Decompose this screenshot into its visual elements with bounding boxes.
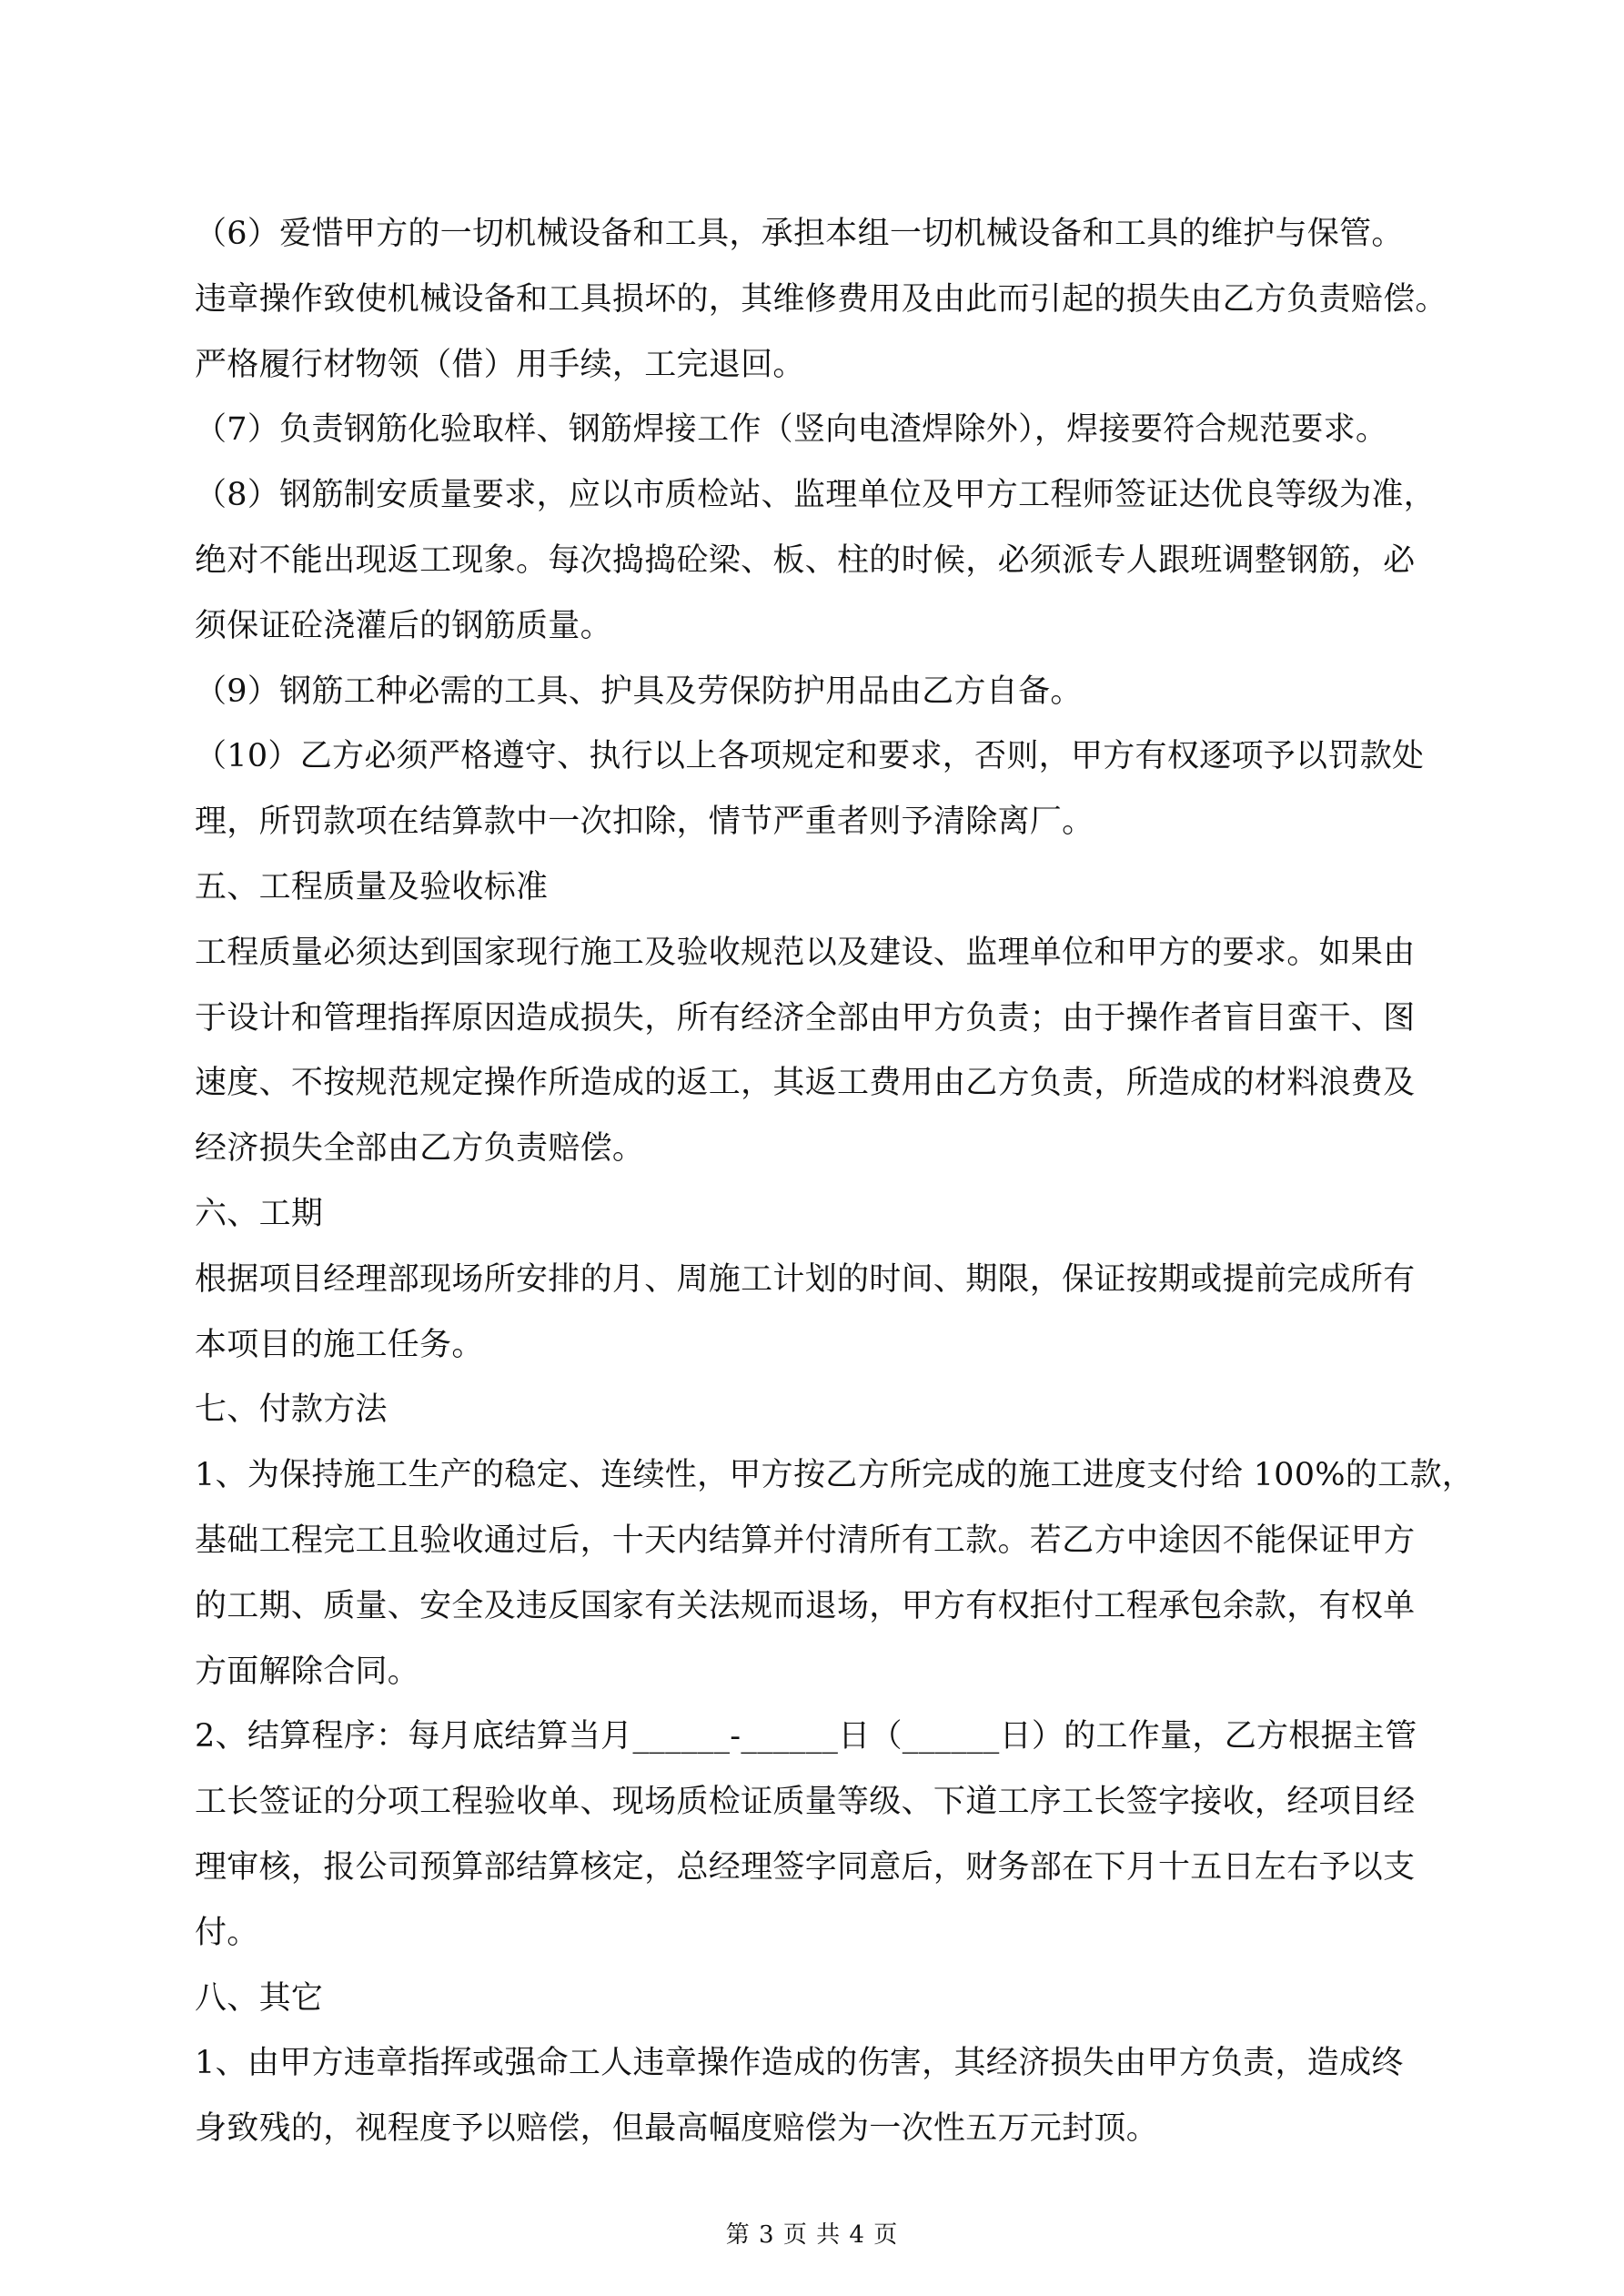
text-line: 理审核，报公司预算部结算核定，总经理签字同意后，财务部在下月十五日左右予以支: [195, 1848, 1416, 1886]
text-line: 付。: [195, 1914, 259, 1951]
section-heading: 八、其它: [195, 1979, 324, 2017]
text-line: 工程质量必须达到国家现行施工及验收规范以及建设、监理单位和甲方的要求。如果由: [195, 934, 1416, 971]
text-line: 严格履行材物领（借）用手续，工完退回。: [195, 346, 805, 383]
page-number-footer: 第 3 页 共 4 页: [725, 2221, 899, 2249]
section-heading: 五、工程质量及验收标准: [195, 868, 549, 905]
text-line: （10）乙方必须严格遵守、执行以上各项规定和要求，否则，甲方有权逐项予以罚款处: [195, 738, 1425, 775]
text-line: 绝对不能出现返工现象。每次捣捣砼梁、板、柱的时候，必须派专人跟班调整钢筋，必: [195, 541, 1416, 579]
text-line: 速度、不按规范规定操作所造成的返工，其返工费用由乙方负责，所造成的材料浪费及: [195, 1065, 1416, 1102]
text-line: 本项目的施工任务。: [195, 1326, 484, 1363]
text-line: 违章操作致使机械设备和工具损坏的，其维修费用及由此而引起的损失由乙方负责赔偿。: [195, 280, 1447, 318]
text-line: 于设计和管理指挥原因造成损失，所有经济全部由甲方负责；由于操作者盲目蛮干、图: [195, 999, 1416, 1037]
text-line: （8）钢筋制安质量要求，应以市质检站、监理单位及甲方工程师签证达优良等级为准，: [195, 477, 1436, 514]
document-body: [195, 202, 1475, 2162]
text-line: 方面解除合同。: [195, 1653, 420, 1690]
text-line: 1、由甲方违章指挥或强命工人违章操作造成的伤害，其经济损失由甲方负责，造成终: [195, 2045, 1404, 2082]
text-line: （7）负责钢筋化验取样、钢筋焊接工作（竖向电渣焊除外），焊接要符合规范要求。: [195, 411, 1388, 449]
text-line: （9）钢筋工种必需的工具、护具及劳保防护用品由乙方自备。: [195, 673, 1083, 710]
text-line: 的工期、质量、安全及违反国家有关法规而退场，甲方有权拒付工程承包余款，有权单: [195, 1587, 1416, 1624]
text-line: 根据项目经理部现场所安排的月、周施工计划的时间、期限，保证按期或提前完成所有: [195, 1260, 1416, 1298]
text-line: 1、为保持施工生产的稳定、连续性，甲方按乙方所完成的施工进度支付给 100%的工款，: [195, 1457, 1475, 1494]
text-line: 经济损失全部由乙方负责赔偿。: [195, 1130, 645, 1168]
text-line: （6）爱惜甲方的一切机械设备和工具，承担本组一切机械设备和工具的维护与保管。: [195, 216, 1404, 252]
text-line: 身致残的，视程度予以赔偿，但最高幅度赔偿为一次性五万元封顶。: [195, 2110, 1159, 2148]
section-heading: 六、工期: [195, 1195, 324, 1232]
text-line: 2、结算程序：每月底结算当月______-______日（______日）的工作量，乙方根据主管: [195, 1718, 1417, 1755]
section-heading: 七、付款方法: [195, 1391, 388, 1429]
text-line: 基础工程完工且验收通过后，十天内结算并付清所有工款。若乙方中途因不能保证甲方: [195, 1522, 1416, 1559]
text-line: 工长签证的分项工程验收单、现场质检证质量等级、下道工序工长签字接收，经项目经: [195, 1784, 1416, 1821]
text-line: 理，所罚款项在结算款中一次扣除，情节严重者则予清除离厂。: [195, 804, 1094, 841]
text-line: 须保证砼浇灌后的钢筋质量。: [195, 607, 612, 644]
